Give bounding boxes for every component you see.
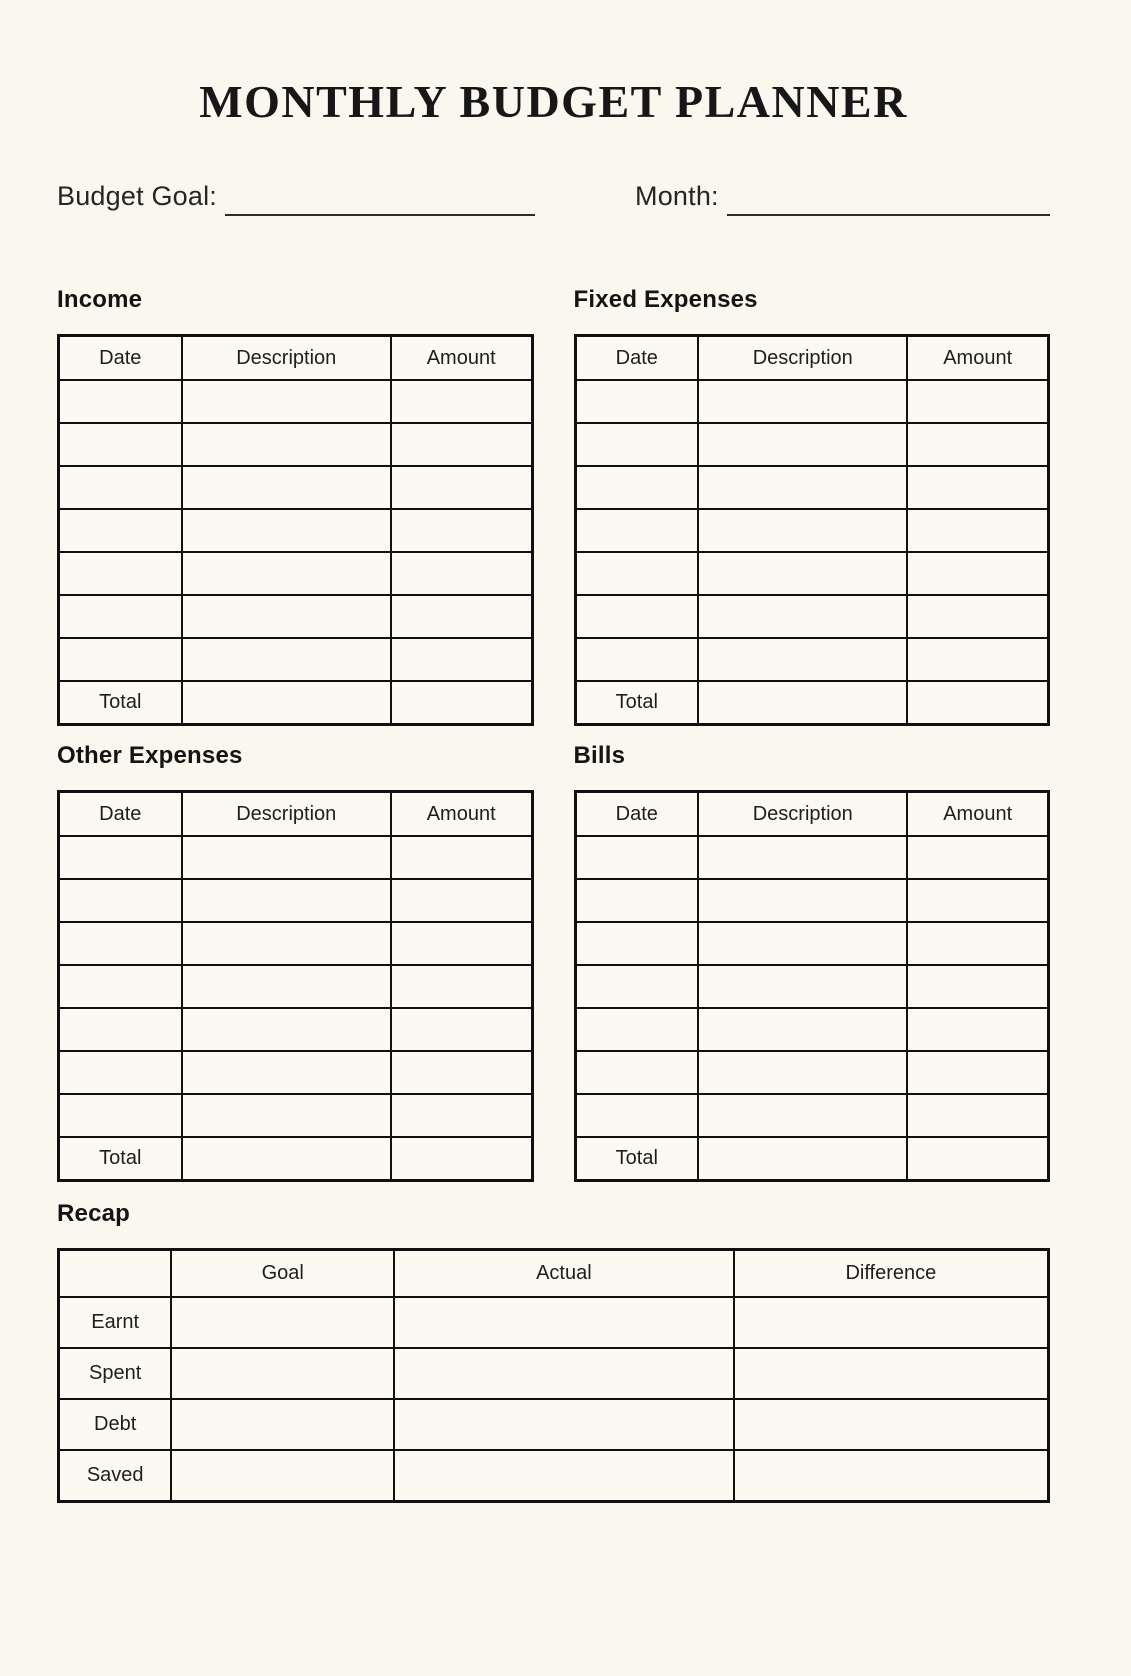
empty-cell [391,595,532,638]
empty-row [59,1051,533,1094]
difference-column-header: Difference [734,1249,1049,1297]
recap-header-row [59,1249,1049,1297]
income-title: Income [57,285,143,313]
empty-cell [182,681,391,724]
recap-title: Recap [57,1199,131,1227]
earnt-row-label: Earnt [59,1297,172,1348]
empty-cell [182,879,391,922]
empty-cell [182,836,391,879]
recap-row-debt [59,1399,1049,1450]
empty-cell [575,466,698,509]
empty-cell [698,1051,907,1094]
empty-cell [698,552,907,595]
empty-cell [171,1348,394,1399]
empty-cell [59,466,182,509]
empty-cell [698,681,907,724]
total-row [575,681,1049,724]
empty-cell [575,879,698,922]
empty-row [59,965,533,1008]
empty-cell [907,595,1048,638]
empty-cell [575,595,698,638]
empty-row [575,552,1049,595]
empty-cell [907,1137,1048,1180]
empty-cell [182,638,391,681]
empty-cell [182,466,391,509]
empty-cell [59,879,182,922]
empty-cell [59,638,182,681]
empty-cell [182,380,391,423]
empty-cell [698,638,907,681]
empty-cell [907,836,1048,879]
empty-cell [394,1450,734,1501]
empty-cell [391,423,532,466]
empty-row [59,509,533,552]
empty-cell [182,595,391,638]
empty-cell [698,595,907,638]
empty-row [575,595,1049,638]
empty-cell [171,1450,394,1501]
empty-cell [907,965,1048,1008]
budget-goal-fill-line [225,179,535,216]
empty-cell [182,552,391,595]
empty-cell [575,836,698,879]
page-title: MONTHLY BUDGET PLANNER [199,76,908,127]
date-column-header: Date [575,791,698,836]
section-recap [57,1199,1050,1503]
budget-goal-field [57,179,535,219]
empty-cell [907,681,1048,724]
empty-cell [391,836,532,879]
empty-cell [391,466,532,509]
income-table [57,334,534,726]
empty-cell [391,1094,532,1137]
empty-cell [59,423,182,466]
actual-column-header: Actual [394,1249,734,1297]
fixed-expenses-title: Fixed Expenses [573,285,758,313]
empty-cell [391,509,532,552]
empty-cell [182,423,391,466]
empty-cell [734,1399,1049,1450]
sections-grid [57,285,1050,1182]
empty-cell [182,509,391,552]
empty-row [59,879,533,922]
spent-row-label: Spent [59,1348,172,1399]
empty-cell [59,965,182,1008]
total-label: Total [575,681,698,724]
date-column-header: Date [59,335,182,380]
date-column-header: Date [59,791,182,836]
empty-row [59,380,533,423]
month-fill-line [727,179,1050,216]
empty-cell [575,922,698,965]
recap-table [57,1248,1050,1503]
empty-cell [391,879,532,922]
total-row [575,1137,1049,1180]
table-header-row [575,335,1049,380]
month-label: Month: [635,180,719,211]
bills-table [574,790,1051,1182]
empty-row [59,466,533,509]
empty-cell [391,1137,532,1180]
empty-row [59,638,533,681]
empty-cell [907,1008,1048,1051]
amount-column-header: Amount [907,335,1048,380]
empty-row [59,552,533,595]
debt-row-label: Debt [59,1399,172,1450]
recap-row-earnt [59,1297,1049,1348]
empty-row [575,879,1049,922]
empty-cell [907,879,1048,922]
date-column-header: Date [575,335,698,380]
empty-cell [907,922,1048,965]
empty-cell [182,922,391,965]
empty-cell [907,1094,1048,1137]
empty-cell [698,380,907,423]
empty-row [575,1008,1049,1051]
table-header-row [59,791,533,836]
empty-cell [59,1051,182,1094]
recap-row-saved [59,1450,1049,1501]
empty-cell [391,681,532,724]
total-label: Total [59,681,182,724]
section-other-expenses [57,741,534,1182]
empty-cell [59,509,182,552]
empty-cell [171,1399,394,1450]
empty-cell [575,552,698,595]
empty-cell [698,423,907,466]
empty-cell [182,1094,391,1137]
empty-row [575,965,1049,1008]
empty-cell [391,965,532,1008]
recap-corner-cell [59,1249,172,1297]
empty-cell [907,466,1048,509]
empty-cell [394,1297,734,1348]
empty-cell [182,1137,391,1180]
saved-row-label: Saved [59,1450,172,1501]
description-column-header: Description [698,335,907,380]
empty-row [575,509,1049,552]
empty-cell [907,638,1048,681]
empty-cell [575,1094,698,1137]
section-bills [574,741,1051,1182]
empty-row [59,836,533,879]
empty-cell [394,1399,734,1450]
empty-cell [182,965,391,1008]
table-header-row [59,335,533,380]
empty-cell [575,423,698,466]
empty-row [575,1094,1049,1137]
amount-column-header: Amount [907,791,1048,836]
empty-row [575,423,1049,466]
month-field [635,179,1050,219]
empty-cell [907,423,1048,466]
total-label: Total [575,1137,698,1180]
header-fields [57,179,1050,219]
empty-cell [575,1051,698,1094]
empty-cell [698,466,907,509]
fixed-expenses-table [574,334,1051,726]
empty-cell [734,1348,1049,1399]
empty-cell [698,1008,907,1051]
empty-cell [59,1094,182,1137]
empty-row [575,466,1049,509]
other-expenses-table [57,790,534,1182]
empty-cell [575,1008,698,1051]
total-row [59,681,533,724]
empty-row [575,922,1049,965]
description-column-header: Description [182,335,391,380]
empty-cell [59,836,182,879]
empty-cell [59,552,182,595]
total-row [59,1137,533,1180]
empty-row [575,638,1049,681]
empty-row [575,1051,1049,1094]
empty-row [59,1008,533,1051]
empty-row [59,423,533,466]
empty-cell [907,1051,1048,1094]
recap-row-spent [59,1348,1049,1399]
empty-cell [391,1051,532,1094]
empty-row [575,380,1049,423]
budget-goal-label: Budget Goal: [57,180,218,211]
empty-row [59,595,533,638]
empty-cell [575,380,698,423]
table-header-row [575,791,1049,836]
empty-cell [698,922,907,965]
empty-cell [575,509,698,552]
empty-cell [698,1094,907,1137]
goal-column-header: Goal [171,1249,394,1297]
empty-cell [391,1008,532,1051]
empty-cell [698,965,907,1008]
empty-row [575,836,1049,879]
bills-title: Bills [573,741,626,769]
empty-cell [907,552,1048,595]
empty-row [59,1094,533,1137]
empty-cell [734,1297,1049,1348]
budget-planner-page [0,76,1131,1676]
empty-cell [391,638,532,681]
empty-cell [59,380,182,423]
empty-cell [907,509,1048,552]
empty-cell [59,595,182,638]
empty-cell [575,965,698,1008]
amount-column-header: Amount [391,335,532,380]
empty-cell [59,1008,182,1051]
section-income [57,285,534,726]
empty-cell [171,1297,394,1348]
empty-cell [394,1348,734,1399]
empty-cell [59,922,182,965]
empty-cell [698,1137,907,1180]
empty-cell [391,380,532,423]
empty-cell [907,380,1048,423]
amount-column-header: Amount [391,791,532,836]
empty-cell [734,1450,1049,1501]
empty-row [59,922,533,965]
empty-cell [698,879,907,922]
section-fixed-expenses [574,285,1051,726]
empty-cell [391,922,532,965]
empty-cell [575,638,698,681]
empty-cell [182,1051,391,1094]
total-label: Total [59,1137,182,1180]
empty-cell [698,509,907,552]
empty-cell [182,1008,391,1051]
empty-cell [698,836,907,879]
other-expenses-title: Other Expenses [57,741,243,769]
description-column-header: Description [182,791,391,836]
description-column-header: Description [698,791,907,836]
empty-cell [391,552,532,595]
